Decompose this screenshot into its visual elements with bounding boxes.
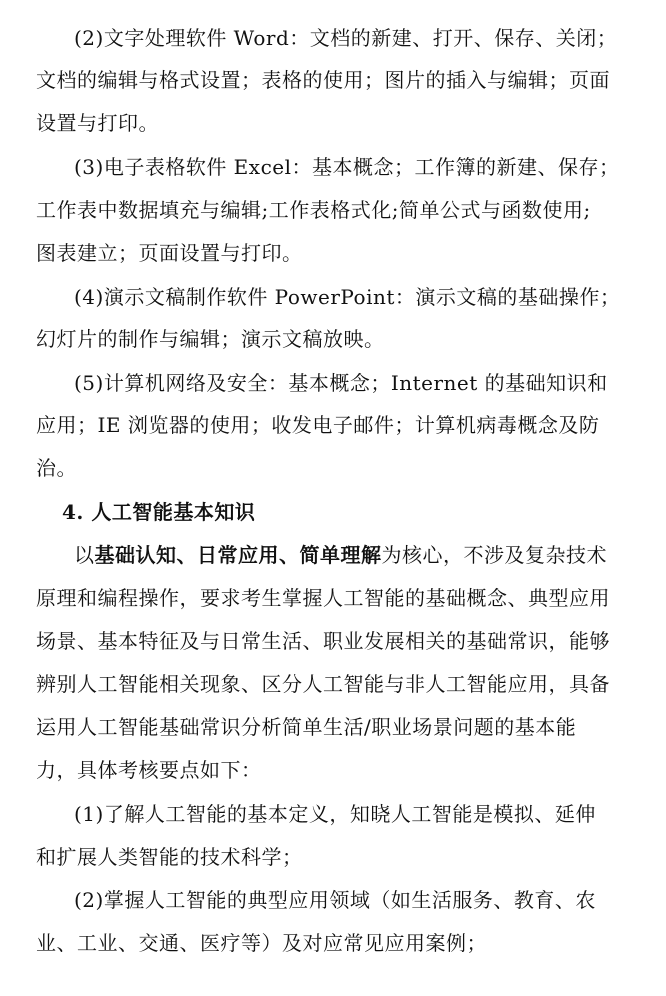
ai-item-1-line-1: (1)了解人工智能的基本定义，知晓人工智能是模拟、延伸: [74, 802, 596, 826]
section-heading-ai: 4. 人工智能基本知识: [62, 500, 256, 524]
item-word-line-3: 设置与打印。: [36, 111, 159, 135]
item-excel-line-2: 工作表中数据填充与编辑;工作表格式化;简单公式与函数使用;: [36, 198, 591, 222]
item-network-line-3: 治。: [36, 456, 77, 480]
item-word-line-2: 文档的编辑与格式设置；表格的使用；图片的插入与编辑；页面: [36, 68, 610, 92]
intro-prefix: 以: [74, 543, 95, 567]
intro-line-6: 力，具体考核要点如下：: [36, 758, 262, 782]
ai-item-2-line-2: 业、工业、交通、医疗等）及对应常见应用案例；: [36, 931, 487, 955]
item-word-line-1: (2)文字处理软件 Word：文档的新建、打开、保存、关闭；: [74, 26, 618, 50]
intro-line-5: 运用人工智能基础常识分析简单生活/职业场景问题的基本能: [36, 715, 577, 739]
item-excel-line-1: (3)电子表格软件 Excel：基本概念；工作簿的新建、保存；: [74, 155, 620, 179]
item-ppt-line-2: 幻灯片的制作与编辑；演示文稿放映。: [36, 327, 385, 351]
intro-line-3: 场景、基本特征及与日常生活、职业发展相关的基础常识，能够: [36, 629, 610, 653]
intro-line-4: 辨别人工智能相关现象、区分人工智能与非人工智能应用，具备: [36, 672, 610, 696]
item-ppt-line-1: (4)演示文稿制作软件 PowerPoint：演示文稿的基础操作；: [74, 285, 621, 309]
intro-suffix: 为核心，不涉及复杂技术: [381, 543, 607, 567]
item-network-line-1: (5)计算机网络及安全：基本概念；Internet 的基础知识和: [74, 371, 608, 395]
intro-line-2: 原理和编程操作，要求考生掌握人工智能的基础概念、典型应用: [36, 586, 610, 610]
intro-bold-phrase: 基础认知、日常应用、简单理解: [94, 543, 382, 567]
item-excel-line-3: 图表建立；页面设置与打印。: [36, 241, 303, 265]
ai-item-1-line-2: 和扩展人类智能的技术科学；: [36, 845, 303, 869]
intro-line-1: [74, 540, 607, 570]
ai-item-2-line-1: (2)掌握人工智能的典型应用领域（如生活服务、教育、农: [74, 888, 596, 912]
item-network-line-2: 应用；IE 浏览器的使用；收发电子邮件；计算机病毒概念及防: [36, 413, 600, 437]
